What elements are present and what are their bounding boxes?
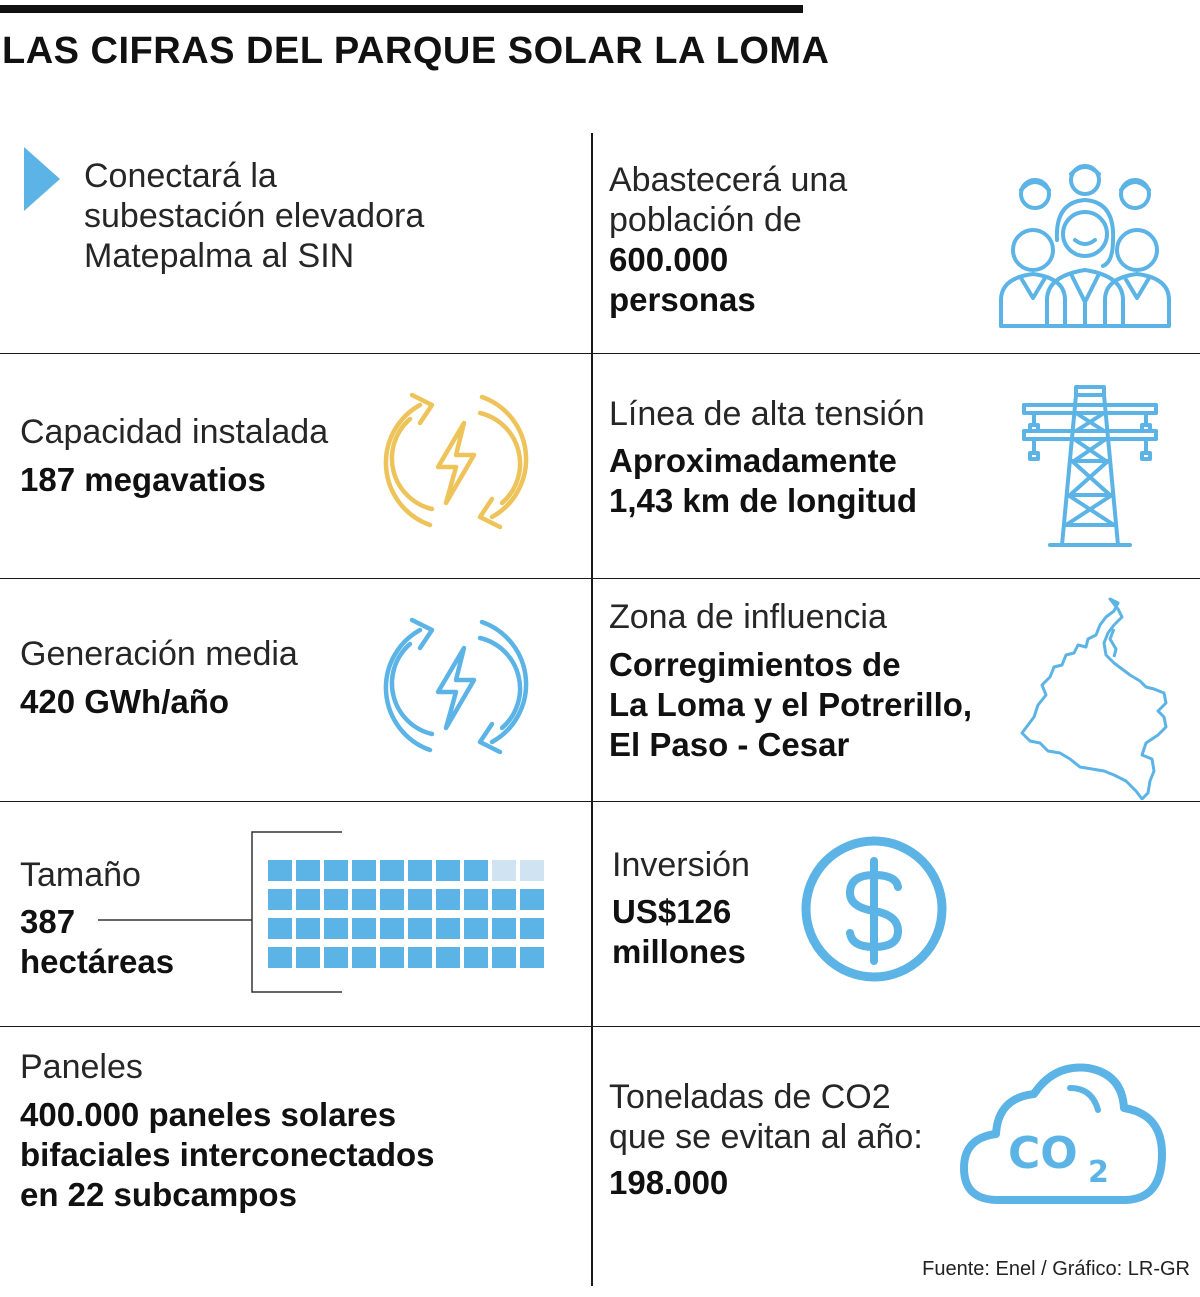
solar-panel-cell	[492, 860, 516, 881]
column-divider	[591, 133, 593, 1286]
solar-panel-cell	[380, 889, 404, 910]
solar-panel-cell	[352, 947, 376, 968]
row-divider	[0, 578, 1200, 579]
line-value: Aproximadamente 1,43 km de longitud	[609, 442, 918, 519]
size-value: 387 hectáreas	[20, 903, 175, 980]
line-label: Línea de alta tensión	[609, 395, 925, 433]
solar-panel-cell	[520, 889, 544, 910]
solar-panel-cell	[520, 860, 544, 881]
solar-panel-cell	[296, 889, 320, 910]
solar-panel-cell	[408, 860, 432, 881]
zone-value: Corregimientos de La Loma y el Potrerillo, El Paso - Cesar	[609, 646, 973, 763]
solar-panel-cell	[324, 889, 348, 910]
generation-label: Generación media	[20, 635, 298, 673]
solar-panel-cell	[296, 860, 320, 881]
solar-panel-cell	[436, 889, 460, 910]
solar-panel-cell	[352, 860, 376, 881]
size-label: Tamaño	[20, 856, 141, 894]
solar-panel-cell	[380, 947, 404, 968]
energy-cycle-icon	[370, 600, 542, 772]
row-divider	[0, 353, 1200, 354]
colombia-map-icon	[1018, 595, 1178, 800]
solar-panel-cell	[436, 947, 460, 968]
solar-panel-cell	[492, 918, 516, 939]
solar-panel-cell	[352, 918, 376, 939]
connection-text: Conectará la subestación elevadora Matepalma al SIN	[84, 157, 425, 275]
panels-value: 400.000 paneles solares bifaciales interconectados en 22 subcampos	[20, 1096, 435, 1213]
solar-panel-cell	[520, 947, 544, 968]
solar-panel-cell	[296, 918, 320, 939]
play-arrow-icon	[22, 145, 62, 213]
top-rule	[0, 5, 803, 13]
co2-icon-text: CO	[1008, 1128, 1078, 1179]
solar-panel-cell	[464, 889, 488, 910]
solar-panel-cell	[352, 889, 376, 910]
solar-panel-cell	[268, 918, 292, 939]
solar-panel-cell	[324, 947, 348, 968]
co2-cloud-icon	[958, 1058, 1168, 1208]
solar-panel-cell	[464, 918, 488, 939]
row-divider	[0, 801, 1200, 802]
dollar-coin-icon	[800, 835, 948, 983]
panels-label: Paneles	[20, 1048, 143, 1086]
population-value: 600.000 personas	[609, 241, 756, 318]
co2-label: Toneladas de CO2 que se evitan al año:	[609, 1078, 923, 1156]
co2-value: 198.000	[609, 1164, 729, 1201]
solar-panel-cell	[520, 918, 544, 939]
solar-panel-cell	[464, 860, 488, 881]
source-credit: Fuente: Enel / Gráfico: LR-GR	[922, 1258, 1190, 1280]
zone-label: Zona de influencia	[609, 598, 887, 636]
solar-panel-cell	[408, 889, 432, 910]
solar-panel-cell	[324, 918, 348, 939]
solar-panel-cell	[408, 947, 432, 968]
solar-grid-icon	[90, 830, 560, 1000]
solar-panel-cell	[296, 947, 320, 968]
co2-icon-subscript: 2	[1088, 1155, 1109, 1190]
solar-panel-cell	[492, 947, 516, 968]
solar-panel-cell	[324, 860, 348, 881]
investment-label: Inversión	[612, 846, 750, 884]
row-divider	[0, 1026, 1200, 1027]
solar-panel-cell	[380, 918, 404, 939]
people-group-icon	[995, 152, 1175, 332]
energy-cycle-icon	[370, 375, 542, 547]
solar-panel-cell	[436, 860, 460, 881]
capacity-value: 187 megavatios	[20, 461, 266, 498]
capacity-label: Capacidad instalada	[20, 413, 329, 451]
generation-value: 420 GWh/año	[20, 683, 230, 720]
page-title: LAS CIFRAS DEL PARQUE SOLAR LA LOMA	[2, 30, 830, 72]
solar-panel-cell	[408, 918, 432, 939]
solar-panel-cell	[380, 860, 404, 881]
population-label: Abastecerá una población de	[609, 161, 848, 239]
solar-panel-cell	[464, 947, 488, 968]
solar-panel-cell	[492, 889, 516, 910]
power-tower-icon	[1020, 385, 1160, 550]
solar-panel-cell	[436, 918, 460, 939]
solar-panel-cell	[268, 889, 292, 910]
solar-panel-cell	[268, 860, 292, 881]
investment-value: US$126 millones	[612, 893, 746, 970]
solar-panel-cell	[268, 947, 292, 968]
